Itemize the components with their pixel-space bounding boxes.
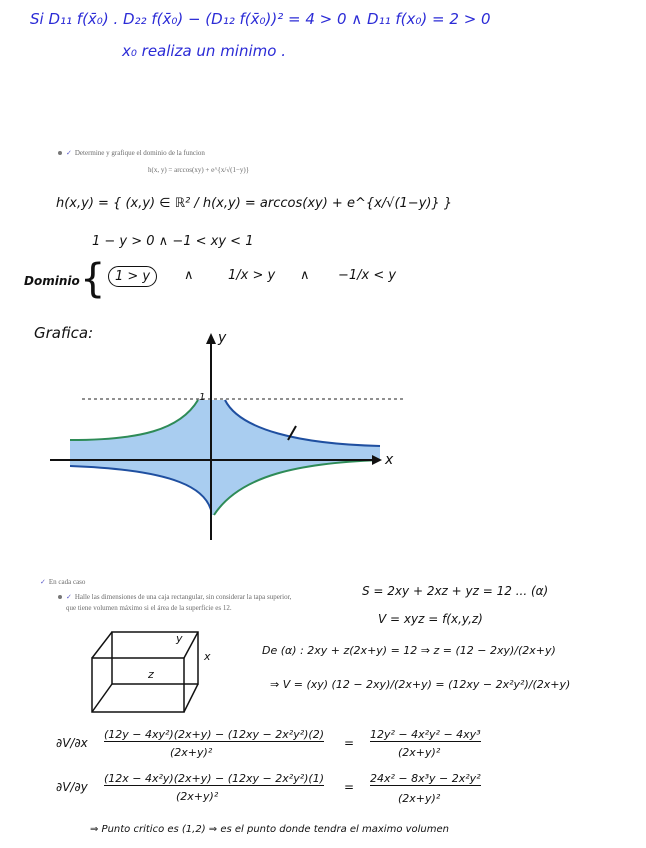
volume-substitution: ⇒ V = (xy) (12 − 2xy)/(2x+y) = (12xy − 2x²y²)/(2x+y) (270, 678, 571, 691)
equation-volume: V = xyz = f(x,y,z) (378, 612, 483, 626)
box-label-x: x (204, 650, 211, 663)
box-edge (184, 684, 198, 712)
critical-point-conclusion: ⇒ Punto critico es (1,2) ⇒ es el punto donde tendra el maximo volumen (90, 824, 449, 835)
box-edge (184, 632, 198, 658)
box-front (92, 658, 184, 712)
solve-for-z: De (α) : 2xy + z(2x+y) = 12 ⇒ z = (12 − 2xy)/(2x+y) (262, 644, 556, 657)
dvdy-numerator: (12x − 4x²y)(2x+y) − (12xy − 2x²y²)(1) (104, 772, 324, 785)
axis-label-y: y (218, 330, 227, 346)
printed-formula: h(x, y) = arccos(xy) + e^{x/√(1−y)} (148, 166, 250, 174)
dvdy-result-denominator: (2x+y)² (398, 792, 441, 805)
dvdy-result-numerator: 24x² − 8x³y − 2x²y² (370, 772, 481, 785)
minimum-conclusion: x₀ realiza un minimo . (122, 42, 286, 60)
dvdx-equals: = (344, 736, 355, 750)
tick-label-1: 1 (199, 392, 206, 403)
domain-condition-2: 1/x > y (228, 268, 276, 283)
checkmark-icon: ✓ (40, 578, 46, 586)
domain-brace: { (80, 256, 106, 302)
printed-task-box-1: ✓ Halle las dimensiones de una caja rectangular, sin considerar la tapa superior, (58, 593, 291, 601)
dvdx-result-denominator: (2x+y)² (398, 746, 441, 759)
dvdy-lhs: ∂V/∂y (56, 780, 88, 794)
domain-label: Dominio (24, 274, 80, 288)
box-edge (92, 632, 112, 658)
grafica-label: Grafica: (34, 324, 94, 342)
dvdx-result-numerator: 12y² − 4x²y² − 4xy³ (370, 728, 481, 741)
domain-and-2: ∧ (300, 268, 310, 283)
domain-conditions: 1 − y > 0 ∧ −1 < xy < 1 (92, 234, 254, 249)
dvdx-lhs: ∂V/∂x (56, 736, 88, 750)
dvdy-denominator: (2x+y)² (176, 790, 219, 803)
domain-condition-1: 1 > y (108, 266, 157, 287)
checkmark-icon: ✓ (66, 149, 72, 157)
checkmark-icon: ✓ (66, 593, 72, 601)
dvdy-equals: = (344, 780, 355, 794)
box-label-z: z (148, 668, 154, 681)
domain-condition-3: −1/x < y (338, 268, 397, 283)
domain-definition: h(x,y) = { (x,y) ∈ ℝ² / h(x,y) = arccos(xy) + e^{x/√(1−y)} } (56, 196, 453, 211)
equation-surface: S = 2xy + 2xz + yz = 12 ... (α) (362, 584, 549, 598)
box-label-y: y (176, 632, 183, 645)
printed-task-box-2: que tiene volumen máximo si el área de la superficie es 12. (66, 604, 232, 612)
printed-task-domain: ✓ Determine y grafique el dominio de la funcion (58, 149, 205, 157)
dvdx-numerator: (12y − 4xy²)(2x+y) − (12xy − 2x²y²)(2) (104, 728, 324, 741)
box-edge (92, 684, 112, 712)
domain-and-1: ∧ (184, 268, 194, 283)
axis-label-x: x (385, 452, 394, 468)
dvdx-denominator: (2x+y)² (170, 746, 213, 759)
printed-header-cases: ✓ En cada caso (40, 578, 86, 586)
hessian-condition-line: Si D₁₁ f(x̄₀) . D₂₂ f(x̄₀) − (D₁₂ f(x̄₀))² = 4 > 0 ∧ D₁₁ f(x₀) = 2 > 0 (30, 10, 491, 28)
